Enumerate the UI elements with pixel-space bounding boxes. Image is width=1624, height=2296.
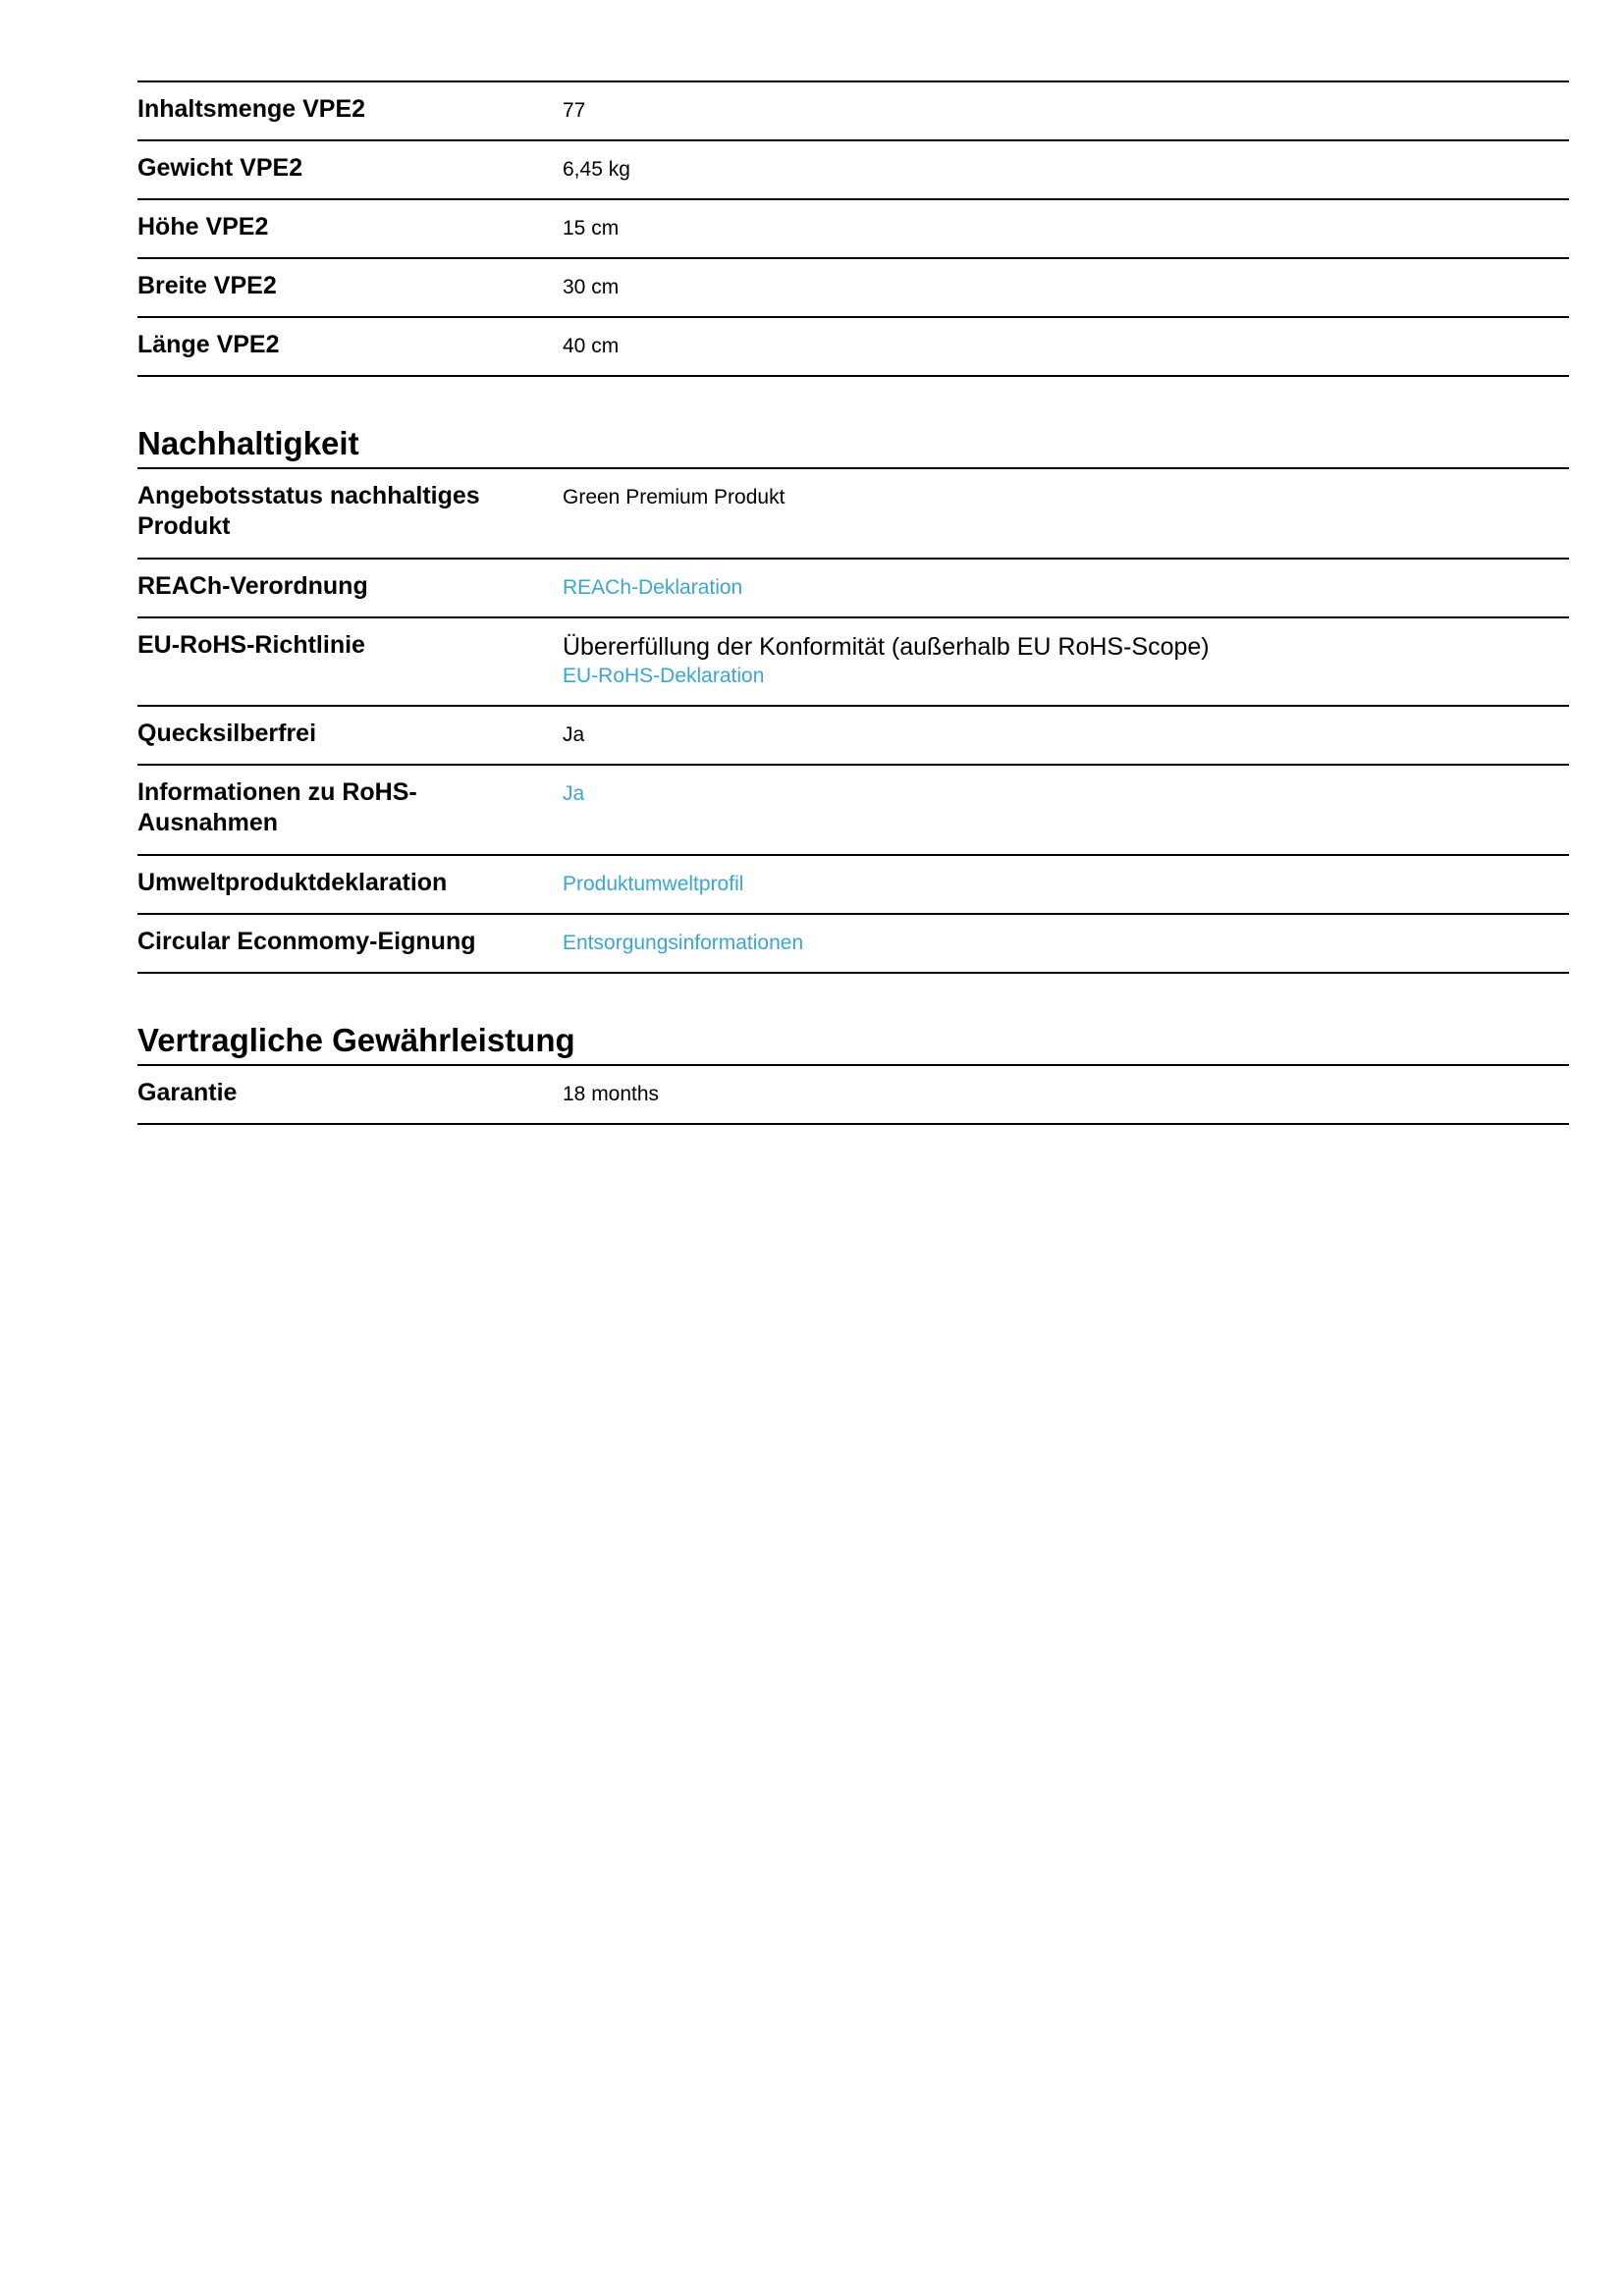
table-row [137, 618, 1569, 707]
row-value: Ja [563, 723, 585, 746]
datasheet-page [137, 80, 1569, 1125]
row-label: Garantie [137, 1079, 238, 1106]
row-label: Breite VPE2 [137, 272, 277, 299]
row-label: Quecksilberfrei [137, 720, 317, 747]
table-row [137, 259, 1569, 318]
row-label: Gewicht VPE2 [137, 154, 303, 182]
row-value: 6,45 kg [563, 158, 630, 181]
row-value: Green Premium Produkt [563, 486, 785, 508]
table-row [137, 707, 1569, 766]
warranty-table [137, 1066, 1569, 1125]
row-value: 30 cm [563, 276, 620, 298]
row-value [563, 560, 1569, 616]
rohs-compliance-text: Übererfüllung der Konformität (außerhalb EU RoHS-Scope) [563, 633, 1210, 661]
row-value: 18 months [563, 1083, 660, 1105]
table-row [137, 80, 1569, 141]
row-label: EU-RoHS-Richtlinie [137, 631, 365, 659]
rohs-exemptions-link[interactable]: Ja [563, 782, 585, 805]
table-row [137, 469, 1569, 560]
disposal-information-link[interactable]: Entsorgungsinformationen [563, 932, 804, 954]
sustainability-table [137, 469, 1569, 974]
table-row [137, 200, 1569, 259]
reach-declaration-link[interactable]: REACh-Deklaration [563, 576, 743, 599]
row-label: Inhaltsmenge VPE2 [137, 95, 366, 123]
row-label: Höhe VPE2 [137, 213, 269, 240]
row-label: Länge VPE2 [137, 331, 280, 358]
row-label: REACh-Verordnung [137, 572, 368, 600]
row-value [563, 618, 1569, 705]
table-row [137, 1066, 1569, 1125]
table-row [137, 766, 1569, 856]
row-value [563, 856, 1569, 913]
table-row [137, 915, 1569, 974]
section-title-sustainability: Nachhaltigkeit [137, 377, 1569, 469]
section-title-warranty: Vertragliche Gewährleistung [137, 974, 1569, 1066]
eu-rohs-declaration-link[interactable]: EU-RoHS-Deklaration [563, 665, 765, 687]
table-row [137, 141, 1569, 200]
row-label: Angebotsstatus nachhaltiges Produkt [137, 482, 480, 540]
product-environmental-profile-link[interactable]: Produktumweltprofil [563, 873, 744, 895]
row-label: Circular Econmomy-Eignung [137, 928, 476, 955]
row-value [563, 915, 1569, 972]
table-row [137, 560, 1569, 618]
row-value: 77 [563, 99, 586, 122]
row-label: Informationen zu RoHS-Ausnahmen [137, 778, 417, 836]
row-value [563, 766, 1569, 854]
table-row [137, 856, 1569, 915]
row-label: Umweltproduktdeklaration [137, 869, 448, 896]
row-value: 15 cm [563, 217, 620, 240]
table-row [137, 318, 1569, 377]
row-value: 40 cm [563, 335, 620, 357]
packaging-table [137, 80, 1569, 377]
